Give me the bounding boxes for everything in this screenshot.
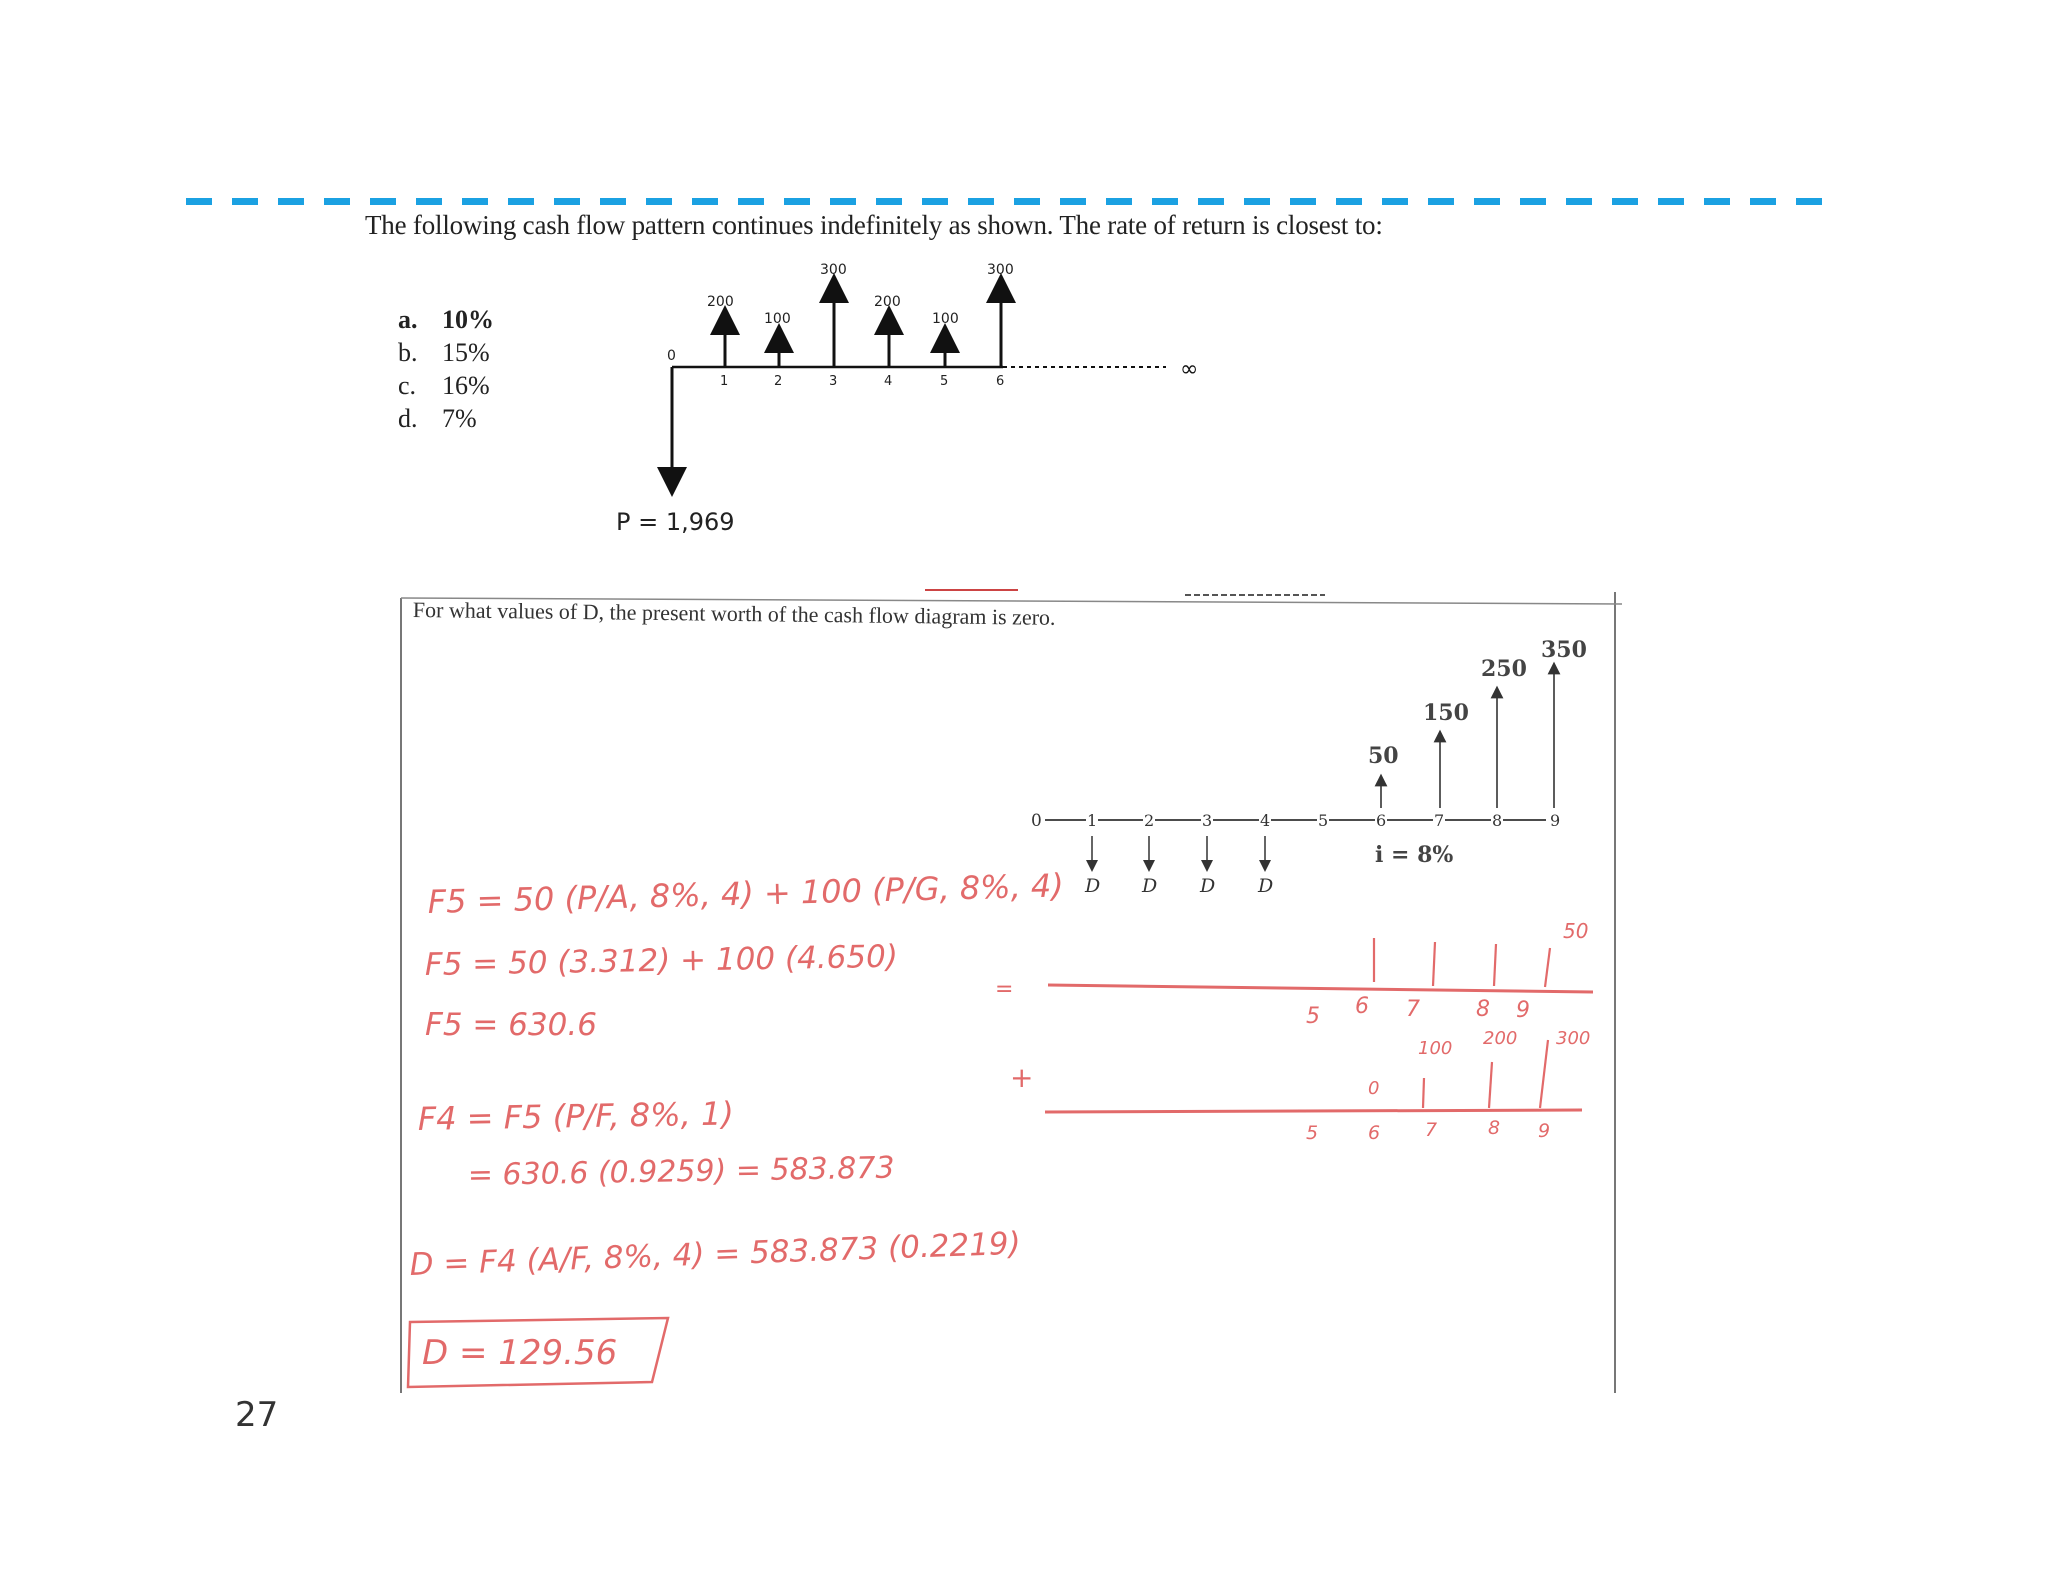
q1-period-6: 6 — [996, 374, 1005, 389]
q2-d-3: D — [1200, 875, 1216, 897]
q2-deposit-8: 250 — [1481, 656, 1527, 682]
svg-text:100: 100 — [1418, 1038, 1453, 1059]
hw-split2-ticks — [1306, 1117, 1550, 1144]
q1-period-5: 5 — [940, 374, 949, 389]
q2-deposit-9: 350 — [1541, 637, 1587, 663]
svg-text:0: 0 — [1368, 1078, 1380, 1099]
hw-plus: + — [1010, 1061, 1034, 1094]
q1-period-4: 4 — [884, 374, 893, 389]
q2-period-0: 0 — [1031, 811, 1042, 831]
svg-text:300: 300 — [1556, 1028, 1591, 1049]
q2-deposit-6: 50 — [1368, 743, 1399, 769]
q2-withdrawal-labels — [1084, 875, 1273, 897]
q1-amount-3: 300 — [820, 262, 847, 278]
hw-split2-labels — [1368, 1028, 1590, 1099]
svg-text:8: 8 — [1488, 1117, 1501, 1139]
choice-c[interactable]: c. 16% — [398, 371, 490, 400]
svg-text:5: 5 — [1306, 1004, 1320, 1029]
q1-flow-6 — [987, 262, 1014, 389]
q1-period-0: 0 — [667, 348, 676, 364]
q1-flow-3 — [820, 262, 847, 389]
q1-amount-5: 100 — [932, 311, 959, 327]
q1-flow-4 — [874, 294, 901, 389]
q2-d-2: D — [1142, 875, 1158, 897]
q1-flow-2 — [764, 311, 791, 389]
hw-split1-line — [1048, 985, 1593, 992]
q2-withdrawals — [1092, 836, 1265, 866]
q1-cashflow-diagram — [616, 262, 1198, 536]
hw-split1-arrows — [1374, 938, 1550, 987]
q2-period-5: 5 — [1318, 811, 1329, 830]
svg-text:5: 5 — [1306, 1122, 1319, 1144]
q1-period-2: 2 — [774, 374, 783, 389]
hw-split1-top: 50 — [1563, 919, 1589, 943]
q2-period-4: 4 — [1260, 811, 1271, 830]
hw-split1-ticks — [1306, 994, 1530, 1029]
page-number: 27 — [235, 1395, 279, 1435]
hw-equals: = — [995, 977, 1014, 1002]
svg-text:7: 7 — [1425, 1119, 1438, 1141]
q2-d-1: D — [1085, 875, 1101, 897]
svg-text:200: 200 — [1483, 1028, 1518, 1049]
hw-line-2: F5 = 50 (3.312) + 100 (4.650) — [424, 938, 899, 983]
q2-period-2: 2 — [1144, 811, 1155, 830]
svg-text:8: 8 — [1476, 997, 1490, 1022]
q1-infinity-symbol: ∞ — [1180, 357, 1199, 382]
q2-deposits — [1381, 668, 1554, 808]
question1-prompt: The following cash flow pattern continues indefinitely as shown. The rate of return is closest to: — [365, 210, 1383, 240]
handwritten-solution — [408, 866, 1593, 1387]
q1-present-value-label: P = 1,969 — [616, 508, 735, 536]
q2-period-3: 3 — [1202, 811, 1213, 830]
q2-deposit-7: 150 — [1423, 700, 1469, 726]
q2-period-7: 7 — [1434, 811, 1445, 830]
hw-line-3: F5 = 630.6 — [425, 1007, 597, 1043]
q1-period-3: 3 — [829, 374, 838, 389]
q2-d-4: D — [1258, 875, 1274, 897]
q2-cashflow-diagram — [1028, 637, 1587, 897]
q1-amount-1: 200 — [707, 294, 734, 310]
q1-flow-5 — [932, 311, 959, 389]
choice-b[interactable]: b. 15% — [398, 338, 490, 367]
q2-period-9: 9 — [1550, 811, 1561, 830]
hw-answer: D = 129.56 — [422, 1333, 618, 1373]
hw-line-6: D = F4 (A/F, 8%, 4) = 583.873 (0.2219) — [409, 1225, 1022, 1283]
svg-text:7: 7 — [1406, 997, 1420, 1022]
q2-period-6: 6 — [1376, 811, 1387, 830]
q1-period-1: 1 — [720, 374, 729, 389]
svg-text:9: 9 — [1516, 998, 1530, 1023]
hw-split2-line — [1045, 1110, 1582, 1112]
choice-a[interactable]: a. 10% — [398, 305, 494, 334]
hw-line-1: F5 = 50 (P/A, 8%, 4) + 100 (P/G, 8%, 4) — [427, 866, 1065, 921]
hw-line-4: F4 = F5 (P/F, 8%, 1) — [417, 1094, 735, 1138]
q2-interest-rate: i = 8% — [1375, 842, 1454, 868]
q1-amount-2: 100 — [764, 311, 791, 327]
q2-period-1: 1 — [1087, 811, 1098, 830]
q1-amount-4: 200 — [874, 294, 901, 310]
q1-amount-6: 300 — [987, 262, 1014, 278]
q1-flow-1 — [707, 294, 734, 389]
svg-text:9: 9 — [1538, 1120, 1551, 1142]
svg-text:6: 6 — [1368, 1122, 1381, 1144]
svg-text:6: 6 — [1355, 994, 1369, 1019]
choice-d[interactable]: d. 7% — [398, 404, 477, 433]
question2-prompt: For what values of D, the present worth of the cash flow diagram is zero. — [412, 597, 1056, 630]
hw-line-5: = 630.6 (0.9259) = 583.873 — [467, 1150, 895, 1193]
q2-period-8: 8 — [1492, 811, 1503, 830]
